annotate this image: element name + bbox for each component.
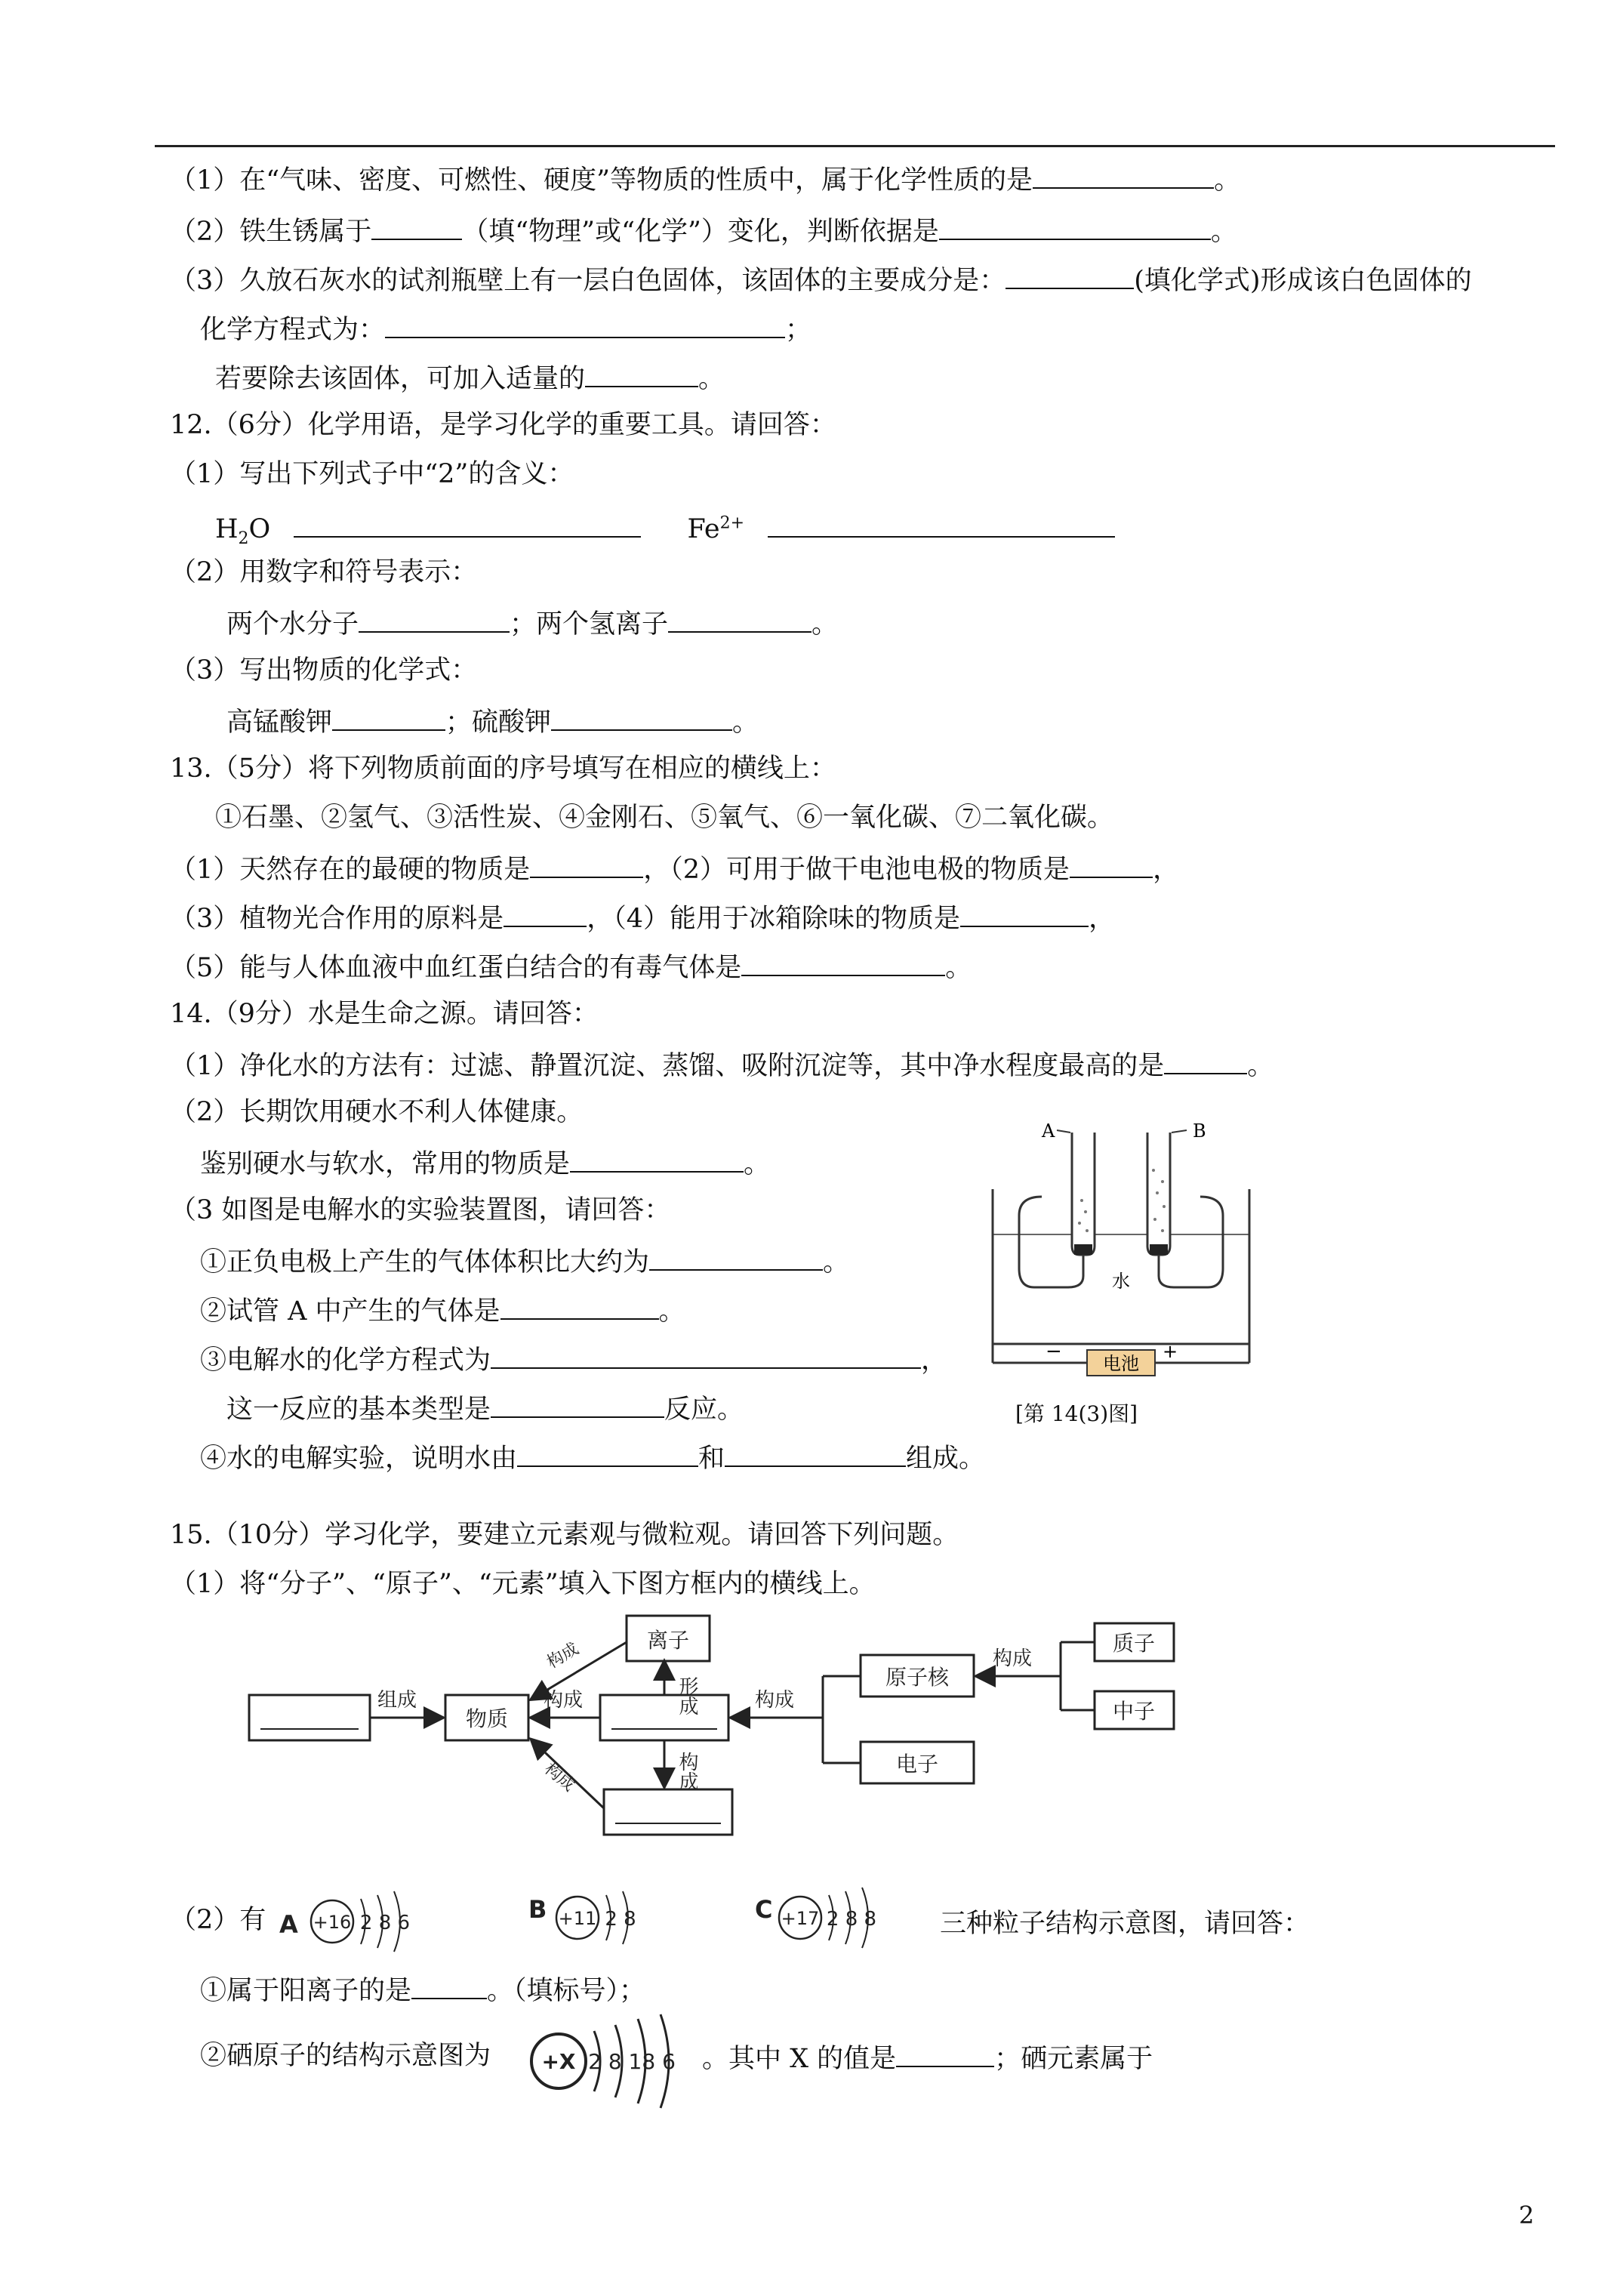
label-form: 形成 [676, 1676, 698, 1715]
page-number: 2 [1519, 2201, 1535, 2230]
q14-part3-item3: ③电解水的化学方程式为 ， [200, 1340, 947, 1378]
answer-blank[interactable] [741, 948, 945, 976]
answer-blank[interactable] [768, 509, 1115, 538]
label-construct-center: 构成 [544, 1689, 584, 1712]
q14-part3: （3 如图是电解水的实验装置图，请回答： [170, 1195, 671, 1225]
q12-formula-line [215, 506, 1115, 556]
q11-part3-equation: 化学方程式为： ； [200, 310, 812, 347]
answer-blank[interactable] [294, 509, 641, 538]
q15-part2-intro: （2）有 [170, 1905, 266, 1935]
q15-part2-item1: ①属于阳离子的是 。（填标号）； [200, 1971, 645, 2008]
answer-blank[interactable] [939, 211, 1211, 240]
q14-part2: （2）长期饮用硬水不利人体健康。 [170, 1097, 584, 1127]
electrolysis-figure [974, 1117, 1276, 1397]
water-label: 水 [1112, 1271, 1130, 1292]
answer-blank[interactable] [1164, 1046, 1247, 1074]
label-b: B [1193, 1120, 1206, 1142]
label-proton: 质子 [1112, 1631, 1156, 1656]
figure-caption: [第 14(3)图] [1015, 1401, 1138, 1426]
answer-blank[interactable] [411, 1971, 487, 1999]
answer-blank[interactable] [1070, 849, 1153, 878]
selenium-shells: 2 8 18 6 [588, 2049, 676, 2074]
electrode-b [1150, 1244, 1168, 1255]
label-construct-down: 构成 [676, 1752, 698, 1791]
q15-part2-item2: ②硒原子的结构示意图为 [200, 2041, 491, 2071]
q15-part2-item2-cont: 。其中 X 的值是 ；硒元素属于 [702, 2039, 1153, 2076]
answer-blank[interactable] [491, 1340, 921, 1369]
formula-fe2plus: $Fe^{2+}$ [687, 513, 745, 544]
answer-blank[interactable] [332, 702, 445, 731]
svg-text:+17: +17 [781, 1908, 820, 1929]
answer-blank[interactable] [504, 898, 587, 927]
label-construct-ion: 构成 [544, 1639, 583, 1673]
label-nucleus: 原子核 [885, 1665, 950, 1690]
q14-title: 14.（9分）水是生命之源。请回答： [170, 999, 599, 1029]
answer-blank[interactable] [960, 898, 1089, 927]
svg-text:−: − [1046, 1340, 1062, 1363]
electrode-a [1074, 1244, 1092, 1255]
q11-part2: （2）铁生锈属于 （填“物理”或“化学”）变化，判断依据是 。 [170, 211, 1237, 249]
answer-blank[interactable] [385, 310, 785, 338]
svg-text:+X: +X [541, 2049, 576, 2074]
particle-structure-diagrams [272, 1872, 936, 1955]
answer-blank[interactable] [491, 1389, 664, 1418]
q14-part1: （1）净化水的方法有：过滤、静置沉淀、蒸馏、吸附沉淀等，其中净水程度最高的是 。 [170, 1046, 1273, 1083]
particle-b-label: B [528, 1895, 547, 1924]
answer-blank[interactable] [1033, 160, 1214, 189]
formula-h2o: $H_2O$ [215, 513, 271, 548]
answer-blank[interactable] [570, 1144, 744, 1173]
q12-part2: （2）用数字和符号表示： [170, 557, 478, 587]
label-construct-nucleus: 构成 [993, 1647, 1033, 1670]
q11-part3-remove: 若要除去该固体，可加入适量的 。 [215, 359, 725, 396]
q14-part3-item2: ②试管 A 中产生的气体是 。 [200, 1291, 685, 1329]
answer-blank[interactable] [517, 1438, 698, 1467]
answer-blank[interactable] [371, 211, 462, 240]
answer-blank[interactable] [1006, 260, 1134, 289]
q12-part3-items: 高锰酸钾 ；硫酸钾 。 [226, 702, 759, 740]
header-rule [155, 145, 1555, 147]
q15-part2-prompt: 三种粒子结构示意图，请回答： [940, 1909, 1310, 1939]
blank-box-bottom[interactable] [604, 1789, 732, 1835]
answer-blank[interactable] [668, 604, 812, 633]
answer-blank[interactable] [500, 1291, 659, 1320]
svg-text:+: + [1163, 1341, 1178, 1362]
particle-c-label: C [755, 1895, 773, 1924]
q11-part1: （1）在“气味、密度、可燃性、硬度”等物质的性质中，属于化学性质的是 。 [170, 160, 1240, 198]
q12-part3: （3）写出物质的化学式： [170, 655, 478, 686]
label-compose: 组成 [377, 1689, 417, 1712]
label-construct-right: 构成 [755, 1689, 795, 1712]
blank-box-left[interactable] [249, 1695, 370, 1740]
answer-blank[interactable] [649, 1242, 823, 1271]
q13-line3: （5）能与人体血液中血红蛋白结合的有毒气体是 。 [170, 948, 972, 985]
answer-blank[interactable] [551, 702, 732, 731]
q12-part2-items: 两个水分子 ；两个氢离子 。 [226, 604, 838, 642]
selenium-atom-diagram [525, 2008, 698, 2114]
q13-list: ①石墨、②氢气、③活性炭、④金刚石、⑤氧气、⑥一氧化碳、⑦二氧化碳。 [215, 803, 1114, 833]
particle-c-shells: 2 8 8 [826, 1908, 877, 1931]
answer-blank[interactable] [585, 359, 698, 387]
matter-concept-diagram [242, 1601, 1223, 1857]
q12-part1: （1）写出下列式子中“2”的含义： [170, 459, 574, 489]
q14-part3-item4: ④水的电解实验，说明水由 和 组成。 [200, 1438, 985, 1476]
label-ion: 离子 [646, 1628, 690, 1653]
svg-text:+11: +11 [558, 1908, 597, 1929]
particle-a-label: A [279, 1910, 298, 1939]
q15-part1: （1）将“分子”、“原子”、“元素”填入下图方框内的横线上。 [170, 1569, 876, 1599]
q13-line1: （1）天然存在的最硬的物质是 ，（2）可用于做干电池电极的物质是 ， [170, 849, 1179, 887]
q12-title: 12.（6分）化学用语，是学习化学的重要工具。请回答： [170, 410, 836, 440]
answer-blank[interactable] [530, 849, 643, 878]
battery-label: 电池 [1103, 1353, 1139, 1374]
q11-part3: （3）久放石灰水的试剂瓶壁上有一层白色固体，该固体的主要成分是： (填化学式)形成该白色固体的 [170, 260, 1472, 298]
blank-box-center[interactable] [600, 1695, 728, 1740]
test-tube-b [1147, 1133, 1170, 1255]
q14-part3-type: 这一反应的基本类型是 反应。 [226, 1389, 744, 1427]
q15-title: 15.（10分）学习化学，要建立元素观与微粒观。请回答下列问题。 [170, 1520, 959, 1550]
label-a: A [1042, 1120, 1055, 1142]
label-electron: 电子 [895, 1752, 939, 1777]
label-neutron: 中子 [1112, 1699, 1156, 1724]
answer-blank[interactable] [896, 2039, 994, 2067]
test-tube-a [1072, 1133, 1095, 1255]
q13-line2: （3）植物光合作用的原料是 ，（4）能用于冰箱除味的物质是 ， [170, 898, 1115, 936]
label-substance: 物质 [465, 1706, 509, 1731]
particle-a-shells: 2 8 6 [359, 1912, 411, 1934]
answer-blank[interactable] [359, 604, 510, 633]
q14-part3-item1: ①正负电极上产生的气体体积比大约为 。 [200, 1242, 849, 1280]
q14-part2-identify: 鉴别硬水与软水，常用的物质是 。 [200, 1144, 770, 1182]
answer-blank[interactable] [725, 1438, 906, 1467]
particle-b-shells: 2 8 [605, 1908, 636, 1931]
svg-text:+16: +16 [313, 1912, 352, 1933]
q13-title: 13.（5分）将下列物质前面的序号填写在相应的横线上： [170, 754, 836, 784]
label-construct-bottom: 构成 [540, 1759, 578, 1795]
